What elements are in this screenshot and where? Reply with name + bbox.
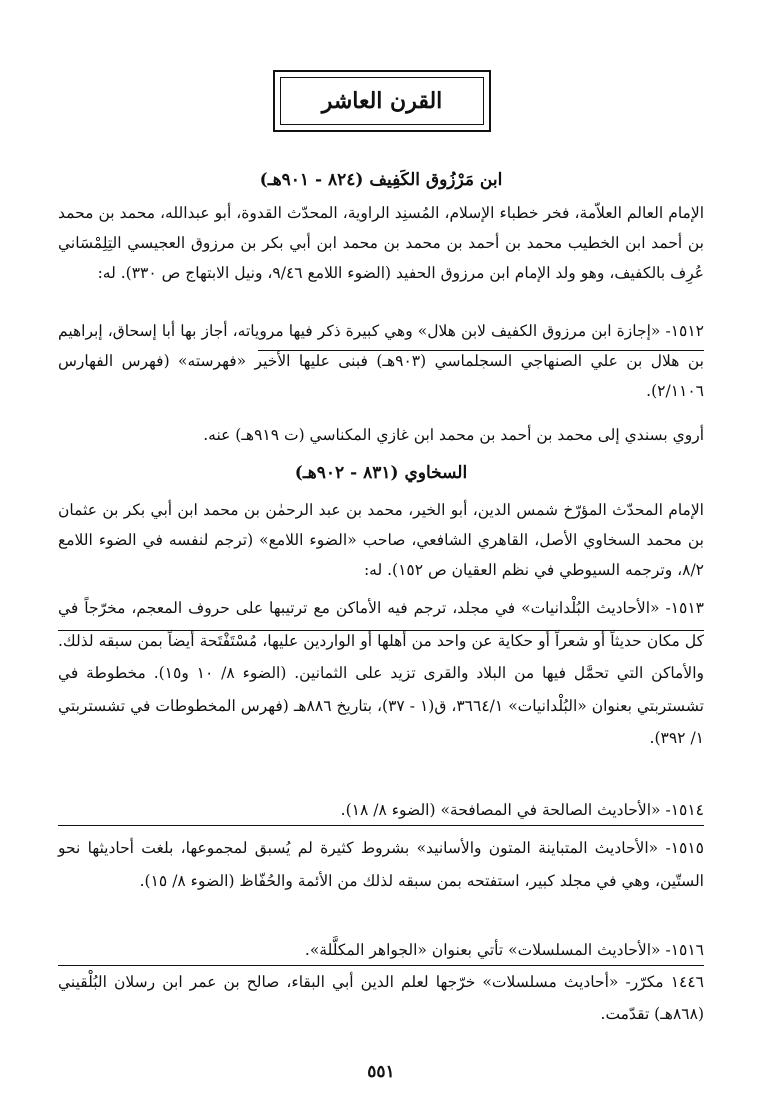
bio-ibn-marzuq: الإمام العالم العلاّمة، فخر خطباء الإسلام، المُسنِد الراوية، المحدّث القدوة، أبو عبدالله، محمد بن محمد بن أحمد ابن الخطيب محمد بن أحمد بن محمد بن محمد ابن أبي بكر بن مرزوق العجيسي التِلِمْسَاني عُرِف بالكفيف، وهو ولد الإمام ابن مرزوق الحفيد (الضوء اللامع ٩/٤٦، ونيل الابتهاج ص ٣٣٠). له: <box>58 204 704 282</box>
chapter-header-box <box>273 70 491 132</box>
section-heading-sakhawi: السخاوي (٨٣١ - ٩٠٢هـ) <box>294 463 468 483</box>
entry-1516: ١٥١٦- «الأحاديث المسلسلات» تأتي بعنوان «الجواهر المكلَّلة». <box>304 941 704 959</box>
page-number: ٥٥١ <box>367 1062 395 1082</box>
document-page <box>58 0 704 1115</box>
chapter-title: القرن العاشر <box>321 88 443 114</box>
entry-1514: ١٥١٤- «الأحاديث الصالحة في المصافحة» (الضوء ٨/ ١٨). <box>340 801 704 819</box>
entry-1446-repeat: ١٤٤٦ مكرّر- «أحاديث مسلسلات» خرّجها لعلم الدين أبي البقاء، صالح بن عمر ابن رسلان البُلْقيني (٨٦٨هـ) تقدّمت. <box>58 973 704 1023</box>
entry-divider <box>258 350 704 351</box>
entry-divider <box>58 630 704 631</box>
bio-sakhawi: الإمام المحدّث المؤرّخ شمس الدين، أبو الخير، محمد بن عبد الرحمٰن بن محمد ابن أبي بكر بن عثمان بن محمد السخاوي الأصل، القاهري الشافعي، صاحب «الضوء اللامع» (ترجم لنفسه في الضوء اللامع ٨/٢، وترجمه السيوطي في نظم العقيان ص ١٥٢). له: <box>58 501 704 579</box>
transmission-note: أروي بسندي إلى محمد بن أحمد بن محمد ابن غازي المكناسي (ت ٩١٩هـ) عنه. <box>203 426 704 444</box>
entry-1513: ١٥١٣- «الأحاديث البُلْدانيات» في مجلد، ترجم فيه الأماكن مع ترتيبها على حروف المعجم، مخرّجاً في كل مكان حديثاً أو شعراً أو حكاية عن واحد من أهلها أو الواردين عليها، مُسْتَفْتَحة أيضاً بمن سبقه لذلك. والأماكن التي تحمَّل فيها من البلاد والقرى تزيد على الثمانين. (الضوء ٨/ ١٠ و١٥). مخطوطة في تشستربتي بعنوان «البُلْدانيات» ٣٦٦٤/١، ق(١ - ٣٧)، بتاريخ ٨٨٦هـ (فهرس المخطوطات في تشستربتي ١/ ٣٩٢). <box>58 599 704 747</box>
section-heading-ibn-marzuq: ابن مَرْزُوق الكَفِيف (٨٢٤ - ٩٠١هـ) <box>259 170 503 190</box>
entry-1515: ١٥١٥- «الأحاديث المتباينة المتون والأسانيد» بشروط كثيرة لم يُسبق لمجموعها، بلغت أحاديثها نحو الستّين، وهي في مجلد كبير، استفتحه بمن سبقه لذلك من الأئمة والحُفّاظ (الضوء ٨/ ١٥). <box>58 839 704 890</box>
entry-1512: ١٥١٢- «إجازة ابن مرزوق الكفيف لابن هلال» وهي كبيرة ذكر فيها مروياته، أجاز بها أبا إسحاق، إبراهيم بن هلال بن علي الصنهاجي السجلماسي (٩٠٣هـ) فبنى عليها الأخير «فهرسته» (فهرس الفهارس ٢/١١٠٦). <box>58 322 704 400</box>
entry-divider <box>58 825 704 826</box>
